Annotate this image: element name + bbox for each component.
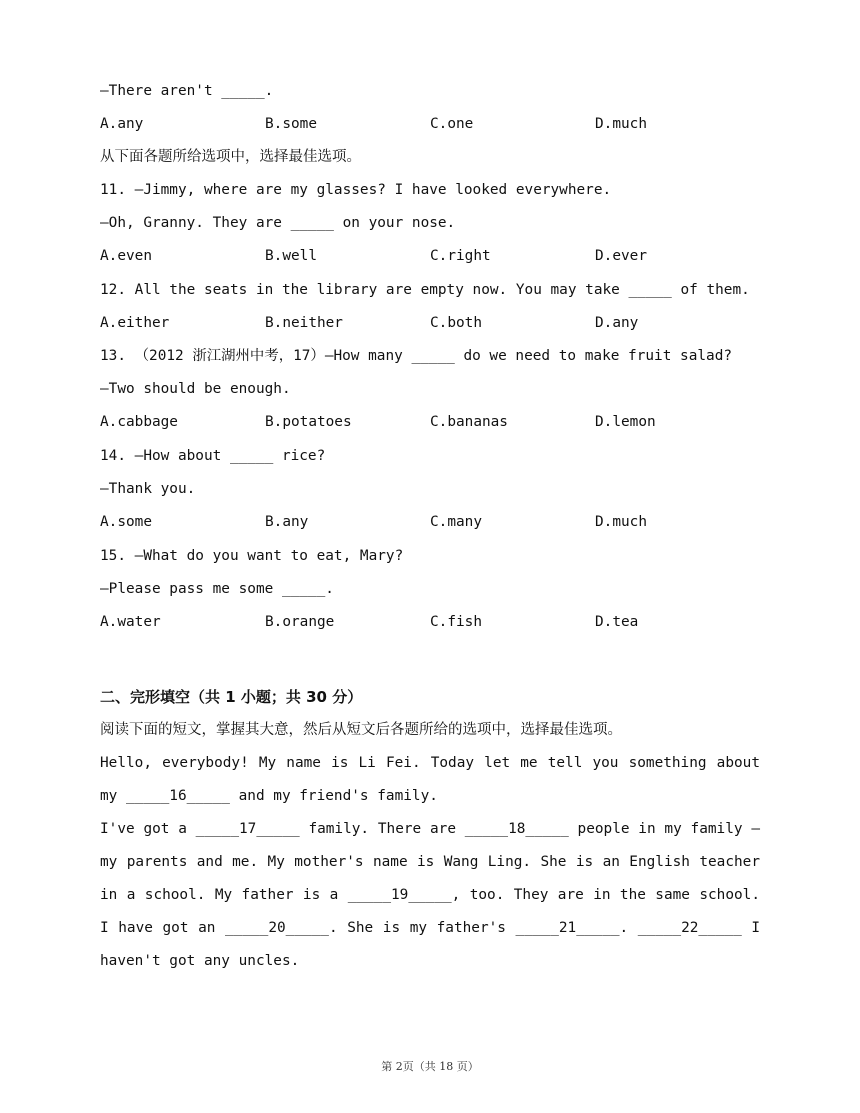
q13-options bbox=[100, 413, 800, 431]
option-b: B.neither bbox=[265, 315, 343, 331]
option-b: B.orange bbox=[265, 614, 335, 630]
option-a: A.water bbox=[100, 614, 161, 630]
option-b: B.well bbox=[265, 248, 317, 264]
q11-response: —Oh, Granny. They are _____ on your nose. bbox=[100, 215, 456, 231]
q15-options bbox=[100, 613, 800, 631]
option-a: A.some bbox=[100, 514, 152, 530]
option-a: A.either bbox=[100, 315, 170, 331]
passage-paragraph-1: Hello, everybody! My name is Li Fei. Today let me tell you something about my _____16_____ and my friend's family. bbox=[100, 755, 760, 804]
q12-options bbox=[100, 314, 800, 332]
option-d: D.lemon bbox=[595, 414, 656, 430]
option-c: C.both bbox=[430, 315, 482, 331]
q14-response: —Thank you. bbox=[100, 481, 196, 497]
option-c: C.many bbox=[430, 514, 482, 530]
option-c: C.one bbox=[430, 116, 474, 132]
q12-question: 12. All the seats in the library are empty now. You may take _____ of them. bbox=[100, 282, 750, 298]
section2-instruction: 阅读下面的短文，掌握其大意，然后从短文后各题所给的选项中，选择最佳选项。 bbox=[100, 722, 622, 738]
option-a: A.any bbox=[100, 116, 144, 132]
option-c: C.fish bbox=[430, 614, 482, 630]
option-d: D.much bbox=[595, 116, 647, 132]
option-c: C.bananas bbox=[430, 414, 508, 430]
q11-options bbox=[100, 247, 800, 265]
option-b: B.potatoes bbox=[265, 414, 352, 430]
q10-options bbox=[100, 115, 800, 133]
option-a: A.cabbage bbox=[100, 414, 178, 430]
q10-answer-line: —There aren't _____. bbox=[100, 83, 274, 99]
option-d: D.tea bbox=[595, 614, 639, 630]
q15-response: —Please pass me some _____. bbox=[100, 581, 334, 597]
q14-options bbox=[100, 513, 800, 531]
passage-paragraph-2: I've got a _____17_____ family. There are _____18_____ people in my family — my parents and me. My mother's name is Wang Ling. She is an English teacher in a school. My father is a _____19_____, too. They are in the same school. I have got an _____20_____. She is my father's _____21_____. _____22_____ I haven't got any uncles. bbox=[100, 821, 760, 969]
q15-question: 15. —What do you want to eat, Mary? bbox=[100, 548, 404, 564]
option-c: C.right bbox=[430, 248, 491, 264]
option-b: B.some bbox=[265, 116, 317, 132]
q13-question: 13. （2012 浙江湖州中考，17）—How many _____ do we need to make fruit salad? bbox=[100, 348, 733, 364]
option-d: D.any bbox=[595, 315, 639, 331]
section2-heading: 二、完形填空（共 1 小题；共 30 分） bbox=[100, 688, 363, 706]
section1-instruction: 从下面各题所给选项中，选择最佳选项。 bbox=[100, 149, 361, 165]
option-d: D.much bbox=[595, 514, 647, 530]
option-d: D.ever bbox=[595, 248, 647, 264]
option-a: A.even bbox=[100, 248, 152, 264]
page-footer: 第 2页（共 18 页） bbox=[381, 1060, 479, 1073]
q11-question: 11. —Jimmy, where are my glasses? I have looked everywhere. bbox=[100, 182, 612, 198]
q13-response: —Two should be enough. bbox=[100, 381, 291, 397]
option-b: B.any bbox=[265, 514, 309, 530]
q14-question: 14. —How about _____ rice? bbox=[100, 448, 326, 464]
